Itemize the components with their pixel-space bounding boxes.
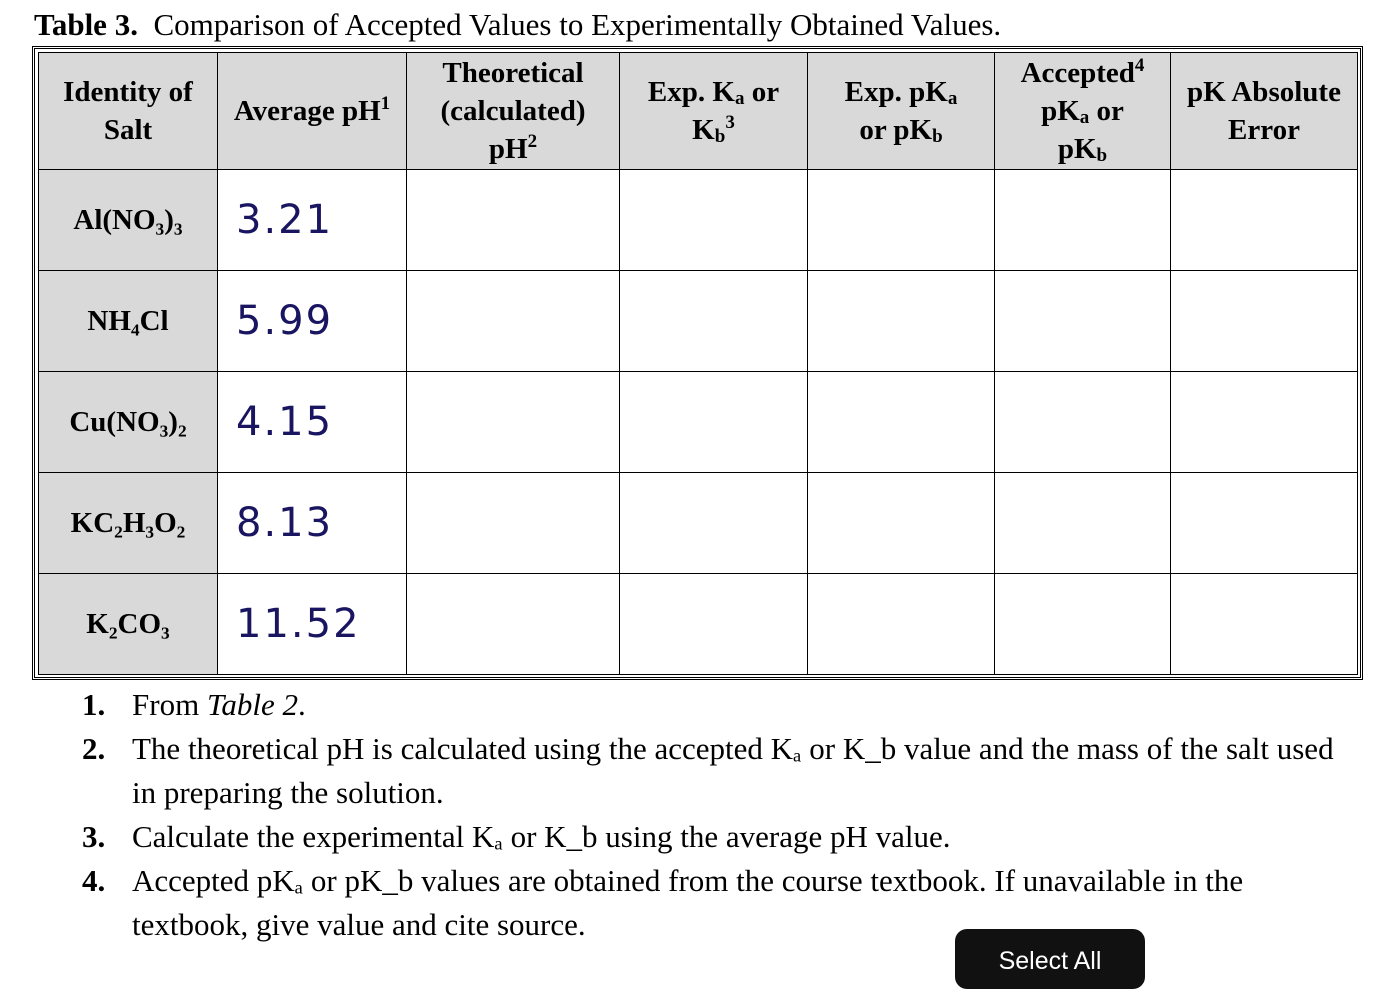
header-exp-pka-pkb: Exp. $pK_a$ or $pK_b$: [808, 53, 995, 170]
salt-name: Cu(NO₃)₂: [39, 372, 218, 473]
exp-pk-cell[interactable]: [808, 372, 995, 473]
table-row: [39, 271, 1358, 372]
absolute-error-cell[interactable]: [1171, 574, 1358, 675]
header-accepted-pka-pkb: Accepted$^4$ $pK_a$ or $pK_b$: [995, 53, 1171, 170]
exp-pk-cell[interactable]: [808, 271, 995, 372]
average-ph-value[interactable]: 11.52: [218, 574, 407, 675]
comparison-table: [38, 52, 1358, 675]
theoretical-ph-cell[interactable]: [407, 473, 620, 574]
table-row: [39, 574, 1358, 675]
average-ph-value[interactable]: 3.21: [218, 170, 407, 271]
salt-name: NH₄Cl: [39, 271, 218, 372]
exp-pk-cell[interactable]: [808, 473, 995, 574]
header-identity: Identity of Salt: [39, 53, 218, 170]
table-row: [39, 372, 1358, 473]
absolute-error-cell[interactable]: [1171, 271, 1358, 372]
footnote-number: 3.: [82, 819, 106, 854]
footnote-text: Accepted pKₐ or pK_b values are obtained from the course textbook. If unavailable in the textbook, give value and cite source.: [132, 863, 1244, 942]
footnote-text: From Table 2.: [132, 687, 306, 722]
caption-text: Comparison of Accepted Values to Experimentally Obtained Values.: [153, 7, 1002, 42]
theoretical-ph-cell[interactable]: [407, 372, 620, 473]
header-exp-ka-kb: Exp. $K_a$ or $K_b^3$: [620, 53, 808, 170]
average-ph-value[interactable]: 4.15: [218, 372, 407, 473]
exp-pk-cell[interactable]: [808, 574, 995, 675]
average-ph-value[interactable]: 8.13: [218, 473, 407, 574]
exp-k-cell[interactable]: [620, 170, 808, 271]
footnote-text: The theoretical pH is calculated using the accepted Kₐ or K_b value and the mass of the salt used in preparing the solution.: [132, 731, 1334, 810]
caption-label: Table 3.: [34, 7, 138, 42]
accepted-pk-cell[interactable]: [995, 574, 1171, 675]
absolute-error-cell[interactable]: [1171, 372, 1358, 473]
salt-name: K₂CO₃: [39, 574, 218, 675]
exp-k-cell[interactable]: [620, 473, 808, 574]
accepted-pk-cell[interactable]: [995, 170, 1171, 271]
exp-k-cell[interactable]: [620, 372, 808, 473]
salt-name: KC₂H₃O₂: [39, 473, 218, 574]
footnote: [82, 683, 1342, 727]
footnotes: [82, 683, 1342, 947]
footnote: [82, 727, 1342, 815]
accepted-pk-cell[interactable]: [995, 271, 1171, 372]
exp-pk-cell[interactable]: [808, 170, 995, 271]
table-caption: [34, 6, 1001, 44]
theoretical-ph-cell[interactable]: [407, 574, 620, 675]
salt-name: Al(NO₃)₃: [39, 170, 218, 271]
footnote-number: 1.: [82, 687, 106, 722]
header-row: [39, 53, 1358, 170]
select-all-button[interactable]: Select All: [955, 929, 1145, 989]
absolute-error-cell[interactable]: [1171, 473, 1358, 574]
average-ph-value[interactable]: 5.99: [218, 271, 407, 372]
exp-k-cell[interactable]: [620, 271, 808, 372]
absolute-error-cell[interactable]: [1171, 170, 1358, 271]
theoretical-ph-cell[interactable]: [407, 271, 620, 372]
table-row: [39, 170, 1358, 271]
footnote-number: 2.: [82, 731, 106, 766]
exp-k-cell[interactable]: [620, 574, 808, 675]
comparison-table-frame: [32, 46, 1363, 680]
header-average-ph: Average $pH^1$: [218, 53, 407, 170]
accepted-pk-cell[interactable]: [995, 372, 1171, 473]
accepted-pk-cell[interactable]: [995, 473, 1171, 574]
footnote-number: 4.: [82, 863, 106, 898]
table-row: [39, 473, 1358, 574]
footnote: [82, 815, 1342, 859]
footnote-text: Calculate the experimental Kₐ or K_b using the average pH value.: [132, 819, 951, 854]
theoretical-ph-cell[interactable]: [407, 170, 620, 271]
header-pk-absolute-error: pK Absolute Error: [1171, 53, 1358, 170]
footnote: [82, 859, 1342, 947]
header-theoretical-ph: Theoretical (calculated) $pH^2$: [407, 53, 620, 170]
